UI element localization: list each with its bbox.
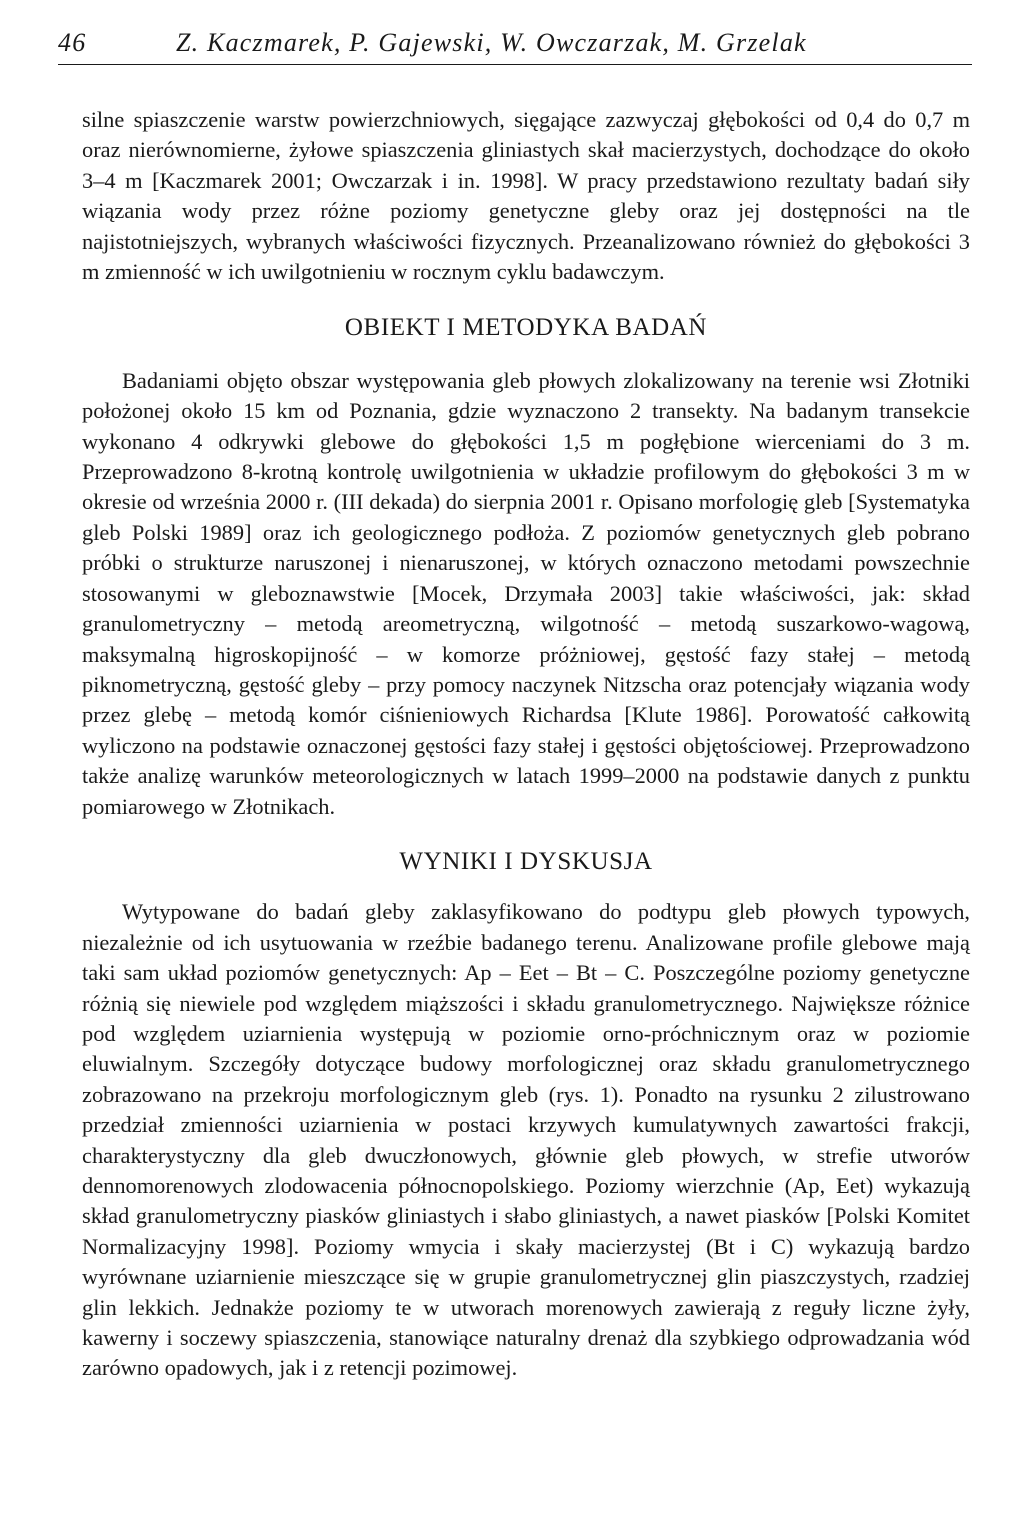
section-heading-methods: OBIEKT I METODYKA BADAŃ xyxy=(344,314,708,342)
results-paragraph: Wytypowane do badań gleby zaklasyfikowano do podtypu gleb płowych typowych, niezależnie od ich usytuowania w rzeźbie badanego terenu. Analizowane profile glebowe mają taki sam układ poziomów genetycznych: Ap – Eet – Bt – C. Poszczególne poziomy genetyczne różnią się niewiele pod względem miąższości i składu granulometrycznego. Największe różnice pod względem uziarnienia występują w poziomie orno-próchnicznym oraz w poziomie eluwialnym. Szczegóły dotyczące budowy morfologicznej oraz składu granulometrycznego zobrazowano na przekroju morfologicznym gleb (rys. 1). Ponadto na rysunku 2 zilustrowano przedział zmienności uziarnienia w postaci krzywych kumulatywnych zawartości frakcji, charakterystyczny dla gleb dwuczłonowych, głównie gleb płowych, w strefie utworów dennomorenowych zlodowacenia północnopolskiego. Poziomy wierzchnie (Ap, Eet) wykazują skład granulometryczny piasków gliniastych i słabo gliniastych, a nawet piasków [Polski Komitet Normalizacyjny 1998]. Poziomy wmycia i skały macierzystej (Bt i C) wykazują bardzo wyrównane uziarnienie mieszczące się w grupie granulometrycznej glin piaszczystych, rzadziej glin lekkich. Jednakże poziomy te w utworach morenowych zawierają z reguły liczne żyły, kawerny i soczewy spiaszczenia, stanowiące naturalny drenaż dla szybkiego odprowadzania wód zarówno opadowych, jak i z retencji pozimowej. xyxy=(82,899,970,1381)
page-number: 46 xyxy=(58,28,87,57)
running-head-authors: Z. Kaczmarek, P. Gajewski, W. Owczarzak, M. Grzelak xyxy=(176,28,807,57)
running-head xyxy=(58,28,972,65)
article-body xyxy=(82,105,970,1384)
section-heading-results: WYNIKI I DYSKUSJA xyxy=(399,847,653,875)
intro-paragraph: silne spiaszczenie warstw powierzchniowych, sięgające zazwyczaj głębokości od 0,4 do 0,7 m oraz nierównomierne, żyłowe spiaszczenia gliniastych skał macierzystych, dochodzące do około 3–4 m [Kaczmarek 2001; Owczarzak i in. 1998]. W pracy przedstawiono rezultaty badań siły wiązania wody przez różne poziomy genetyczne gleby oraz jej dostępności na tle najistotniejszych, wybranych właściwości fizycznych. Przeanalizowano również do głębokości 3 m zmienność w ich uwilgotnieniu w rocznym cyklu badawczym. xyxy=(82,107,970,285)
methods-paragraph: Badaniami objęto obszar występowania gleb płowych zlokalizowany na terenie wsi Złotniki położonej około 15 km od Poznania, gdzie wyznaczono 2 transekty. Na badanym transekcie wykonano 4 odkrywki glebowe do głębokości 1,5 m pogłębione wierceniami do 3 m. Przeprowadzono 8-krotną kontrolę uwilgotnienia w układzie profilowym do głębokości 3 m w okresie od września 2000 r. (III dekada) do sierpnia 2001 r. Opisano morfologię gleb [Systematyka gleb Polski 1989] oraz ich geologicznego podłoża. Z poziomów genetycznych gleb pobrano próbki o strukturze naruszonej i nienaruszonej, w których oznaczono metodami powszechnie stosowanymi w gleboznawstwie [Mocek, Drzymała 2003] takie właściwości, jak: skład granulometryczny – metodą areometryczną, wilgotność – metodą suszarkowo-wagową, maksymalną higroskopijność – w komorze próżniowej, gęstość fazy stałej – metodą piknometryczną, gęstość gleby – przy pomocy naczynek Nitzscha oraz potencjały wiązania wody przez glebę – metodą komór ciśnieniowych Richardsa [Klute 1986]. Porowatość całkowitą wyliczono na podstawie oznaczonej gęstości fazy stałej i gęstości objętościowej. Przeprowadzono także analizę warunków meteorologicznych w latach 1999–2000 na podstawie danych z punktu pomiarowego w Złotnikach. xyxy=(82,367,970,819)
page xyxy=(56,28,972,1384)
